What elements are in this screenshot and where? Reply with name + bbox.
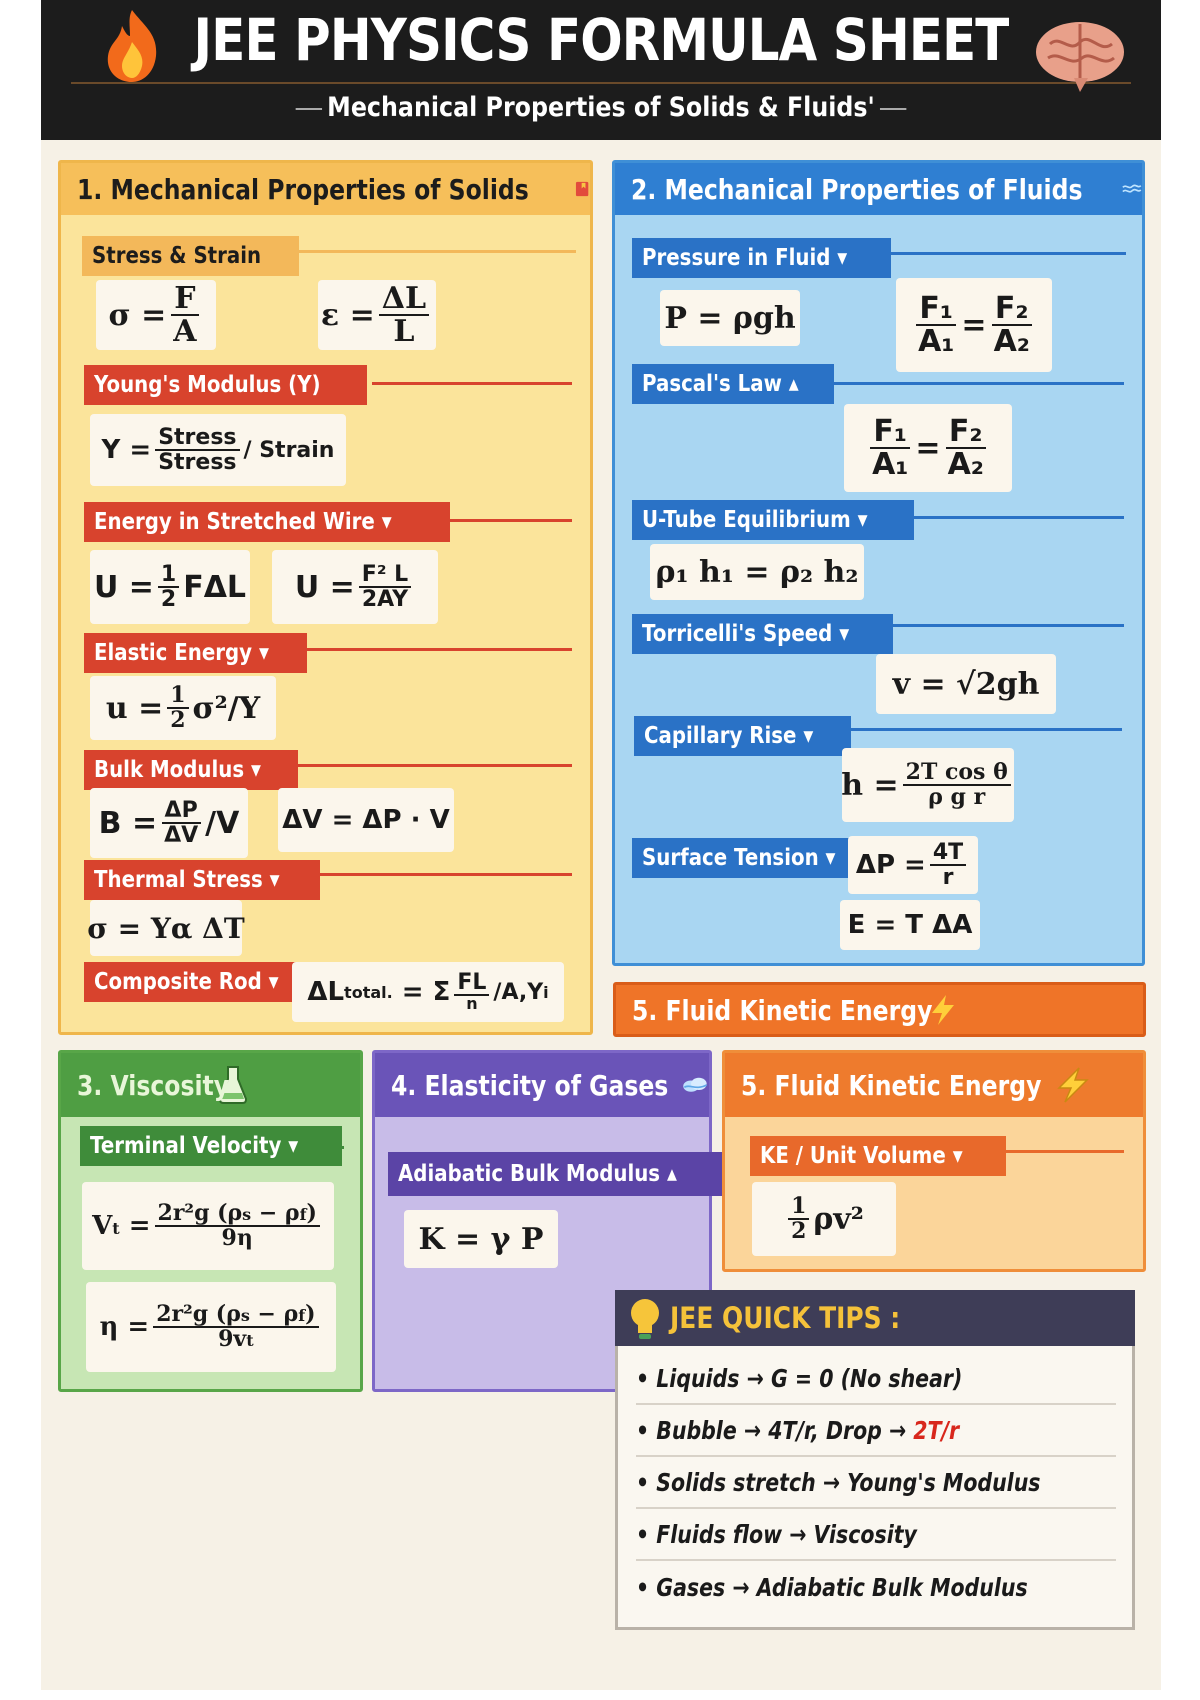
header (41, 0, 1161, 140)
formula-utube: ρ₁ h₁ = ρ₂ h₂ (650, 544, 864, 600)
label-torricellis-speed: Torricelli's Speed ▾ (632, 614, 893, 654)
divider (828, 382, 1124, 385)
fluids-panel-header: 2. Mechanical Properties of Fluids (615, 163, 1142, 215)
label-ke-unit-volume: KE / Unit Volume ▾ (750, 1136, 1006, 1176)
label-utube-equilibrium: U-Tube Equilibrium ▾ (632, 500, 914, 540)
divider (890, 516, 1124, 519)
formula-bulk-modulus: B = $\frac{\Delta P}{\Delta V}$ /V (90, 788, 248, 858)
formula-pascal-ratio: $\frac{\text{F₁}}{\text{A₁}}$ = $\frac{\text{F₂}}{\text{A₂}}$ (896, 278, 1052, 372)
divider (296, 764, 572, 767)
formula-viscosity-coefficient: η = $\frac{\text{2r²g (ρs − ρf)}}{9vt}$ (86, 1282, 336, 1372)
formula-thermal-stress: σ = Yα ΔT (90, 900, 242, 956)
kinetic-energy-panel-header: 5. Fluid Kinetic Energy (725, 1053, 1143, 1117)
label-pascals-law: Pascal's Law ▴ (632, 364, 834, 404)
quick-tips-panel (615, 1290, 1135, 1630)
viscosity-panel-header: 3. Viscosity (61, 1053, 360, 1117)
formula-volume-change: ΔV = ΔP · V (278, 788, 454, 852)
label-adiabatic-bulk-modulus: Adiabatic Bulk Modulus ▴ (388, 1152, 732, 1196)
formula-youngs: Y = $\frac{\text{Stress}}{\text{Stress}}$ / Strain (90, 414, 346, 486)
formula-kinetic-energy: $\frac{1}{2}$ ρv² (752, 1182, 896, 1256)
label-elastic-energy: Elastic Energy ▾ (84, 633, 307, 673)
formula-terminal-velocity: Vt = $\frac{\text{2r²g (ρs − ρf)}}{9\eta}$ (82, 1182, 334, 1270)
divider (824, 728, 1122, 731)
tip-item: • Solids stretch → Young's Modulus (636, 1457, 1116, 1509)
tip-item: • Bubble → 4T/r, Drop → 2T/r (636, 1405, 1116, 1457)
label-bulk-modulus: Bulk Modulus ▾ (84, 750, 298, 790)
divider (310, 873, 572, 876)
formula-pascal-law: $\frac{\text{F₁}}{\text{A₁}}$ = $\frac{\text{F₂}}{\text{A₂}}$ (844, 404, 1012, 492)
divider (416, 519, 572, 522)
label-energy-stretched-wire: Energy in Stretched Wire ▾ (84, 502, 450, 542)
formula-energy-2: U = $\frac{\text{F² L}}{2AY}$ (272, 550, 438, 624)
divider (1006, 1150, 1124, 1153)
label-thermal-stress: Thermal Stress ▾ (84, 860, 320, 900)
label-capillary-rise: Capillary Rise ▾ (634, 716, 851, 756)
label-youngs-modulus: Young's Modulus (Y) (84, 365, 367, 405)
formula-strain: ε = $\frac{\Delta L}{L}$ (318, 280, 436, 350)
tip-item: • Fluids flow → Viscosity (636, 1509, 1116, 1561)
divider (296, 250, 576, 253)
divider (866, 624, 1124, 627)
quick-tips-header: JEE QUICK TIPS : (615, 1290, 1135, 1346)
tip-item: • Liquids → G = 0 (No shear) (636, 1353, 1116, 1405)
kinetic-energy-strip (613, 982, 1146, 1037)
tip-item: • Gases → Adiabatic Bulk Modulus (636, 1572, 1028, 1602)
formula-pressure: P = ρgh (660, 290, 800, 346)
formula-surface-energy: E = T ΔA (840, 900, 980, 950)
formula-stress: σ = $\frac{F}{A}$ (96, 280, 216, 350)
brain-icon (1030, 14, 1130, 94)
divider (312, 1146, 344, 1149)
label-pressure-in-fluid: Pressure in Fluid ▾ (632, 238, 891, 278)
formula-torricelli: v = √2gh (876, 654, 1056, 714)
divider (300, 648, 572, 651)
page-subtitle: Mechanical Properties of Solids & Fluids' (108, 92, 1094, 123)
formula-surface-pressure: ΔP = $\frac{4T}{r}$ (848, 836, 978, 894)
divider (856, 252, 1126, 255)
formula-capillary: h = $\frac{\text{2T cos θ}}{\text{ρ g r}}$ (842, 748, 1014, 822)
label-stress-strain: Stress & Strain (82, 236, 299, 276)
bulb-icon (625, 1296, 665, 1342)
solids-panel-header: 1. Mechanical Properties of Solids (61, 163, 590, 215)
label-composite-rod: Composite Rod ▾ (84, 962, 319, 1002)
bookmark-icon (575, 172, 590, 206)
label-terminal-velocity: Terminal Velocity ▾ (80, 1126, 342, 1166)
label-surface-tension: Surface Tension ▾ (632, 838, 877, 878)
gases-panel-header: 4. Elasticity of Gases (375, 1053, 709, 1117)
header-divider (71, 82, 1131, 84)
formula-elastic-energy: u = $\frac{1}{2}$ σ²/Y (90, 676, 276, 740)
lightning-icon (1053, 1066, 1091, 1104)
formula-composite-rod: ΔL total. = Σ $\frac{FL}{n}$ /A,Y i (292, 962, 564, 1022)
page-title: JEE PHYSICS FORMULA SHEET (193, 6, 1009, 74)
kinetic-energy-strip-header: 5. Fluid Kinetic Energy (616, 985, 1143, 1035)
wave-icon (1122, 175, 1142, 203)
divider (372, 382, 572, 385)
cloud-icon (681, 1069, 709, 1101)
formula-adiabatic: K = γ P (404, 1210, 558, 1268)
formula-energy-1: U = $\frac{1}{2}$ FΔL (90, 550, 250, 624)
